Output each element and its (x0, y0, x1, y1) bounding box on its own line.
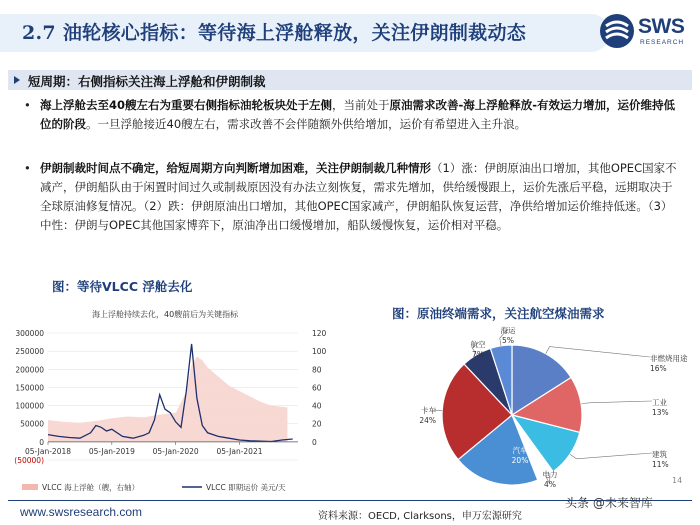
y-left-tick-label: 250000 (15, 347, 44, 357)
x-tick-label: 05-Jan-2018 (24, 446, 72, 456)
logo-text: SWS (638, 15, 685, 38)
pie-category-label: 海运 (500, 326, 516, 335)
pie-category-label: 电力 (542, 470, 558, 479)
pie-value-label: 16% (650, 364, 667, 373)
sws-logo (598, 12, 694, 52)
y-left-tick-label: 100000 (15, 401, 44, 411)
x-tick-label: 05-Jan-2019 (88, 446, 135, 456)
pie-category-label: 汽车 (512, 446, 528, 455)
pie-value-label: 5% (502, 336, 514, 345)
pie-category-label: 航空 (470, 340, 486, 349)
y-left-tick-label: 300000 (15, 329, 44, 338)
footer-source: 资料来源：OECD, Clarksons，申万宏源研究 (318, 511, 522, 522)
y-right-tick-label: 60 (312, 383, 322, 393)
figure-1-caption: 图：等待VLCC 浮舱去化 (52, 279, 193, 294)
legend-label-area: VLCC 海上浮舱（艘，右轴） (42, 483, 140, 492)
y-left-tick-label: 200000 (15, 365, 44, 375)
bullet-paragraph-1 (24, 96, 680, 134)
bullet-2-bold-1: 伊朗制裁时间点不确定，给短周期方向判断增加困难，关注伊朗制裁几种情形 (40, 161, 431, 175)
bullet-dot-icon: • (24, 161, 31, 175)
pie-category-label: 卡车 (421, 406, 436, 415)
y-left-tick-label: 150000 (15, 383, 44, 393)
bullet-1-text-2: 。一旦浮舱接近40艘左右，需求改善不会伴随额外供给增加，运价有希望进入主升浪。 (86, 117, 527, 131)
bullet-1-bold-1: 海上浮舱去至40艘左右为重要右侧指标油轮板块处于左侧 (40, 98, 333, 112)
bullet-paragraph-2 (24, 159, 680, 235)
x-tick-label: 05-Jan-2020 (152, 446, 199, 456)
page-header (0, 0, 700, 60)
footer-url-link[interactable]: www.swsresearch.com (20, 505, 143, 519)
pie-value-label: 11% (652, 460, 669, 469)
bullet-2-text-1: （1）涨：伊朗原油出口增加，其他OPEC国家不减产，伊朗船队由于闲置时间过久或制裁原因没有办法立刻恢复，需求先增加，供给缓慢跟上，运价先涨后平稳，远期取决于全球原油修复情况。（2）跌：伊朗原油出口增加，其他OPEC国家减产，伊朗船队恢复运营，净供给增加运价维持低迷。（3）中性：伊朗与OPEC其他国家博弈下，原油净出口缓慢增加，船队缓慢恢复，运价相对平稳。 (40, 161, 677, 232)
watermark: 头条 @未来智库 (565, 496, 653, 510)
pie-leader-line (581, 401, 652, 404)
line-chart (0, 318, 335, 508)
bullet-dot-icon: • (24, 98, 31, 112)
y-right-tick-label: 40 (312, 401, 322, 411)
page-title: 2.7 油轮核心指标：等待海上浮舱释放，关注伊朗制裁动态 (22, 22, 527, 44)
pie-category-label: 工业 (652, 398, 667, 407)
pie-value-label: 24% (419, 416, 436, 425)
bullet-1-bold-2: 原油需求改善-海上浮舱释放-有效运力增加，运价维持低位的阶段 (40, 98, 676, 131)
y-right-tick-label: 20 (312, 419, 322, 429)
pie-chart (400, 325, 690, 495)
pie-category-label: 建筑 (652, 450, 667, 459)
sws-logo-icon (598, 12, 636, 50)
legend-swatch-area (22, 484, 38, 490)
bullet-1-text-1: ，当前处于 (332, 98, 390, 112)
legend-label-line: VLCC 即期运价 美元/天 (206, 483, 286, 492)
y-right-tick-label: 100 (312, 347, 327, 357)
pie-value-label: 4% (544, 480, 556, 489)
line-chart-subtitle: 海上浮舱持续去化，40艘前后为关键指标 (92, 310, 239, 319)
section-title: 短周期：右侧指标关注海上浮舱和伊朗制裁 (28, 74, 266, 89)
y-left-tick-label: 50000 (20, 419, 44, 429)
figure-2-caption: 图：原油终端需求，关注航空煤油需求 (392, 306, 605, 321)
y-right-tick-label: 0 (312, 437, 317, 447)
pie-value-label: 13% (652, 408, 669, 417)
section-marker-icon (14, 76, 20, 84)
pie-leader-line (570, 453, 652, 459)
page-number: 14 (672, 476, 683, 485)
logo-subtext: RESEARCH (640, 39, 685, 46)
y-right-tick-label: 80 (312, 365, 322, 375)
x-tick-label: 05-Jan-2021 (216, 446, 263, 456)
pie-category-label: 非燃烧用途 (650, 354, 688, 363)
y-left-tick-label: (50000) (14, 456, 44, 465)
y-right-tick-label: 120 (312, 329, 327, 338)
y-left-tick-label: 0 (39, 437, 44, 447)
pie-leader-line (546, 347, 650, 357)
pie-value-label: 7% (472, 350, 484, 359)
pie-value-label: 20% (511, 456, 529, 465)
